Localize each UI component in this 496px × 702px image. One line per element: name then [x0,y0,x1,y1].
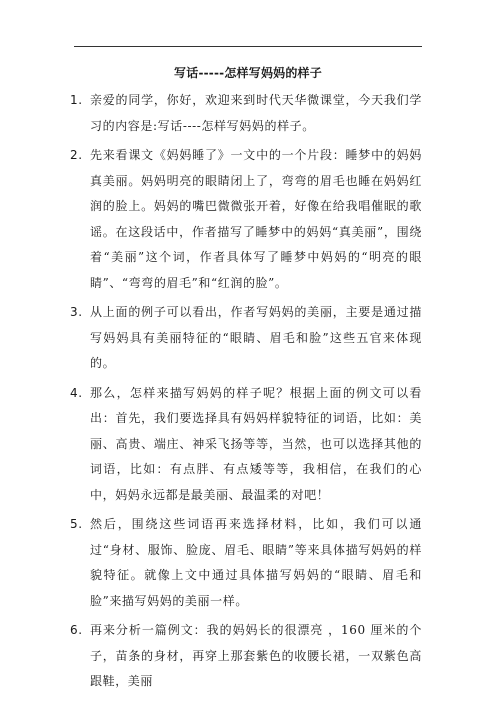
list-item [70,512,422,614]
header-rule [74,46,422,47]
list-item [70,143,422,296]
list-item [70,618,422,695]
item-number: 3. [70,305,83,319]
list-item [70,300,422,377]
item-number: 4. [70,385,83,400]
item-number: 1. [70,93,83,107]
list-item [70,381,422,509]
item-text: 然后，围绕这些词语再来选择材料，比如，我们可以通过“身材、服饰、脸庞、眉毛、眼睛”等来具体描写妈妈的样貌特征。就像上文中通过具体描写妈妈的“眼睛、眉毛和脸”来描写妈妈的美丽一样。 [90,517,422,608]
document-title: 写话-----怎样写妈妈的样子 [174,66,322,80]
list-item [70,88,422,139]
item-text: 从上面的例子可以看出，作者写妈妈的美丽，主要是通过描写妈妈具有美丽特征的“眼睛、眉毛和脸”这些五官来体现的。 [90,305,422,370]
item-number: 2. [70,148,83,162]
item-number: 6. [70,623,83,637]
item-text: 先来看课文《妈妈睡了》一文中的一个片段：睡梦中的妈妈真美丽。妈妈明亮的眼睛闭上了，弯弯的眉毛也睡在妈妈红润的脸上。妈妈的嘴巴微微张开着，好像在给我唱催眠的歌谣。在这段话中，作者描写了睡梦中的妈妈“真美丽”，围绕着“美丽”这个词，作者具体写了睡梦中妈妈的“明亮的眼睛”、“弯弯的眉毛”和“红润的脸”。 [90,148,422,290]
item-text: 亲爱的同学，你好，欢迎来到时代天华微课堂，今天我们学习的内容是:写话----怎样写妈妈的样子。 [90,93,422,133]
item-text: 再来分析一篇例文：我的妈妈长的很漂亮 ，160 厘米的个子，苗条的身材，再穿上那套紫色的收腰长裙，一双紫色高跟鞋，美丽 [90,623,422,688]
paragraph-list [70,88,422,699]
item-text: 那么，怎样来描写妈妈的样子呢？根据上面的例文可以看出：首先，我们要选择具有妈妈样貌特征的词语，比如：美丽、高贵、端庄、神采飞扬等等，当然，也可以选择其他的词语，比如：有点胖、有点矮等等，我相信，在我们的心中，妈妈永远都是最美丽、最温柔的对吧！ [90,385,422,502]
item-number: 5. [70,517,83,531]
